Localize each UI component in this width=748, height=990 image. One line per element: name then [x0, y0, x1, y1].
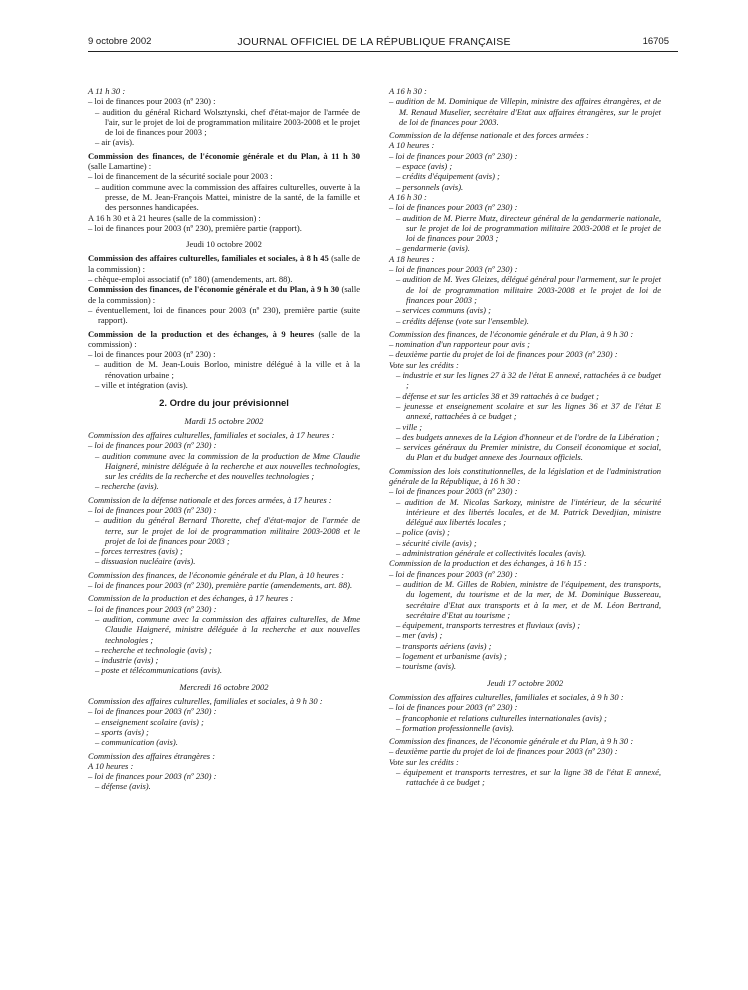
commission-heading: Commission de la production et des échanges, à 9 heures (salle de la commission) :	[88, 328, 360, 349]
list-item: – police (avis) ;	[396, 527, 450, 538]
time-line: A 10 heures :	[88, 760, 134, 771]
list-item: – administration générale et collectivités locales (avis).	[396, 548, 587, 559]
list-item: – logement et urbanisme (avis) ;	[396, 651, 507, 662]
list-item: – chèque-emploi associatif (nº 180) (amendements, art. 88).	[88, 274, 293, 285]
list-item: – loi de finances pour 2003 (nº 230) :	[88, 706, 217, 717]
list-item: – sports (avis) ;	[95, 726, 149, 737]
list-item: – sécurité civile (avis) ;	[396, 537, 477, 548]
day-heading: Mercredi 16 octobre 2002	[179, 681, 269, 692]
commission-heading: Commission des finances, de l'économie générale et du Plan, à 10 heures :	[88, 569, 344, 580]
header-date: 9 octobre 2002	[88, 36, 152, 47]
time-line: A 16 h 30 :	[389, 86, 427, 96]
commission-heading: Commission des lois constitutionnelles, de la législation et de l'administration générale de la République, à 16 h 30 :	[389, 465, 661, 486]
list-item: – poste et télécommunications (avis).	[95, 665, 222, 676]
list-item: – mer (avis) ;	[396, 630, 443, 641]
list-item: – audition de M. Yves Gleizes, délégué général pour l'armement, sur le projet de loi de programmation militaire 2003-2008 et le projet de loi de finances pour 2003 ;	[396, 274, 661, 305]
vote-heading: Vote sur les crédits :	[389, 359, 459, 370]
list-item: – loi de finances pour 2003 (nº 230) :	[88, 349, 216, 360]
commission-heading: Commission des finances, de l'économie générale et du Plan, à 9 h 30 :	[389, 736, 634, 747]
commission-heading: Commission des affaires étrangères :	[88, 750, 216, 761]
list-item: – ville ;	[396, 421, 423, 432]
commission-heading: Commission des affaires culturelles, familiales et sociales, à 17 heures :	[88, 429, 335, 440]
header-rule	[88, 51, 678, 52]
commission-heading: Commission des affaires culturelles, familiales et sociales, à 8 h 45 (salle de la commission) :	[88, 253, 360, 274]
header-page-number: 16705	[642, 36, 669, 47]
list-item: – dissuasion nucléaire (avis).	[95, 556, 196, 567]
list-item: – espace (avis) ;	[396, 161, 453, 172]
list-item: – audition de M. Gilles de Robien, ministre de l'équipement, des transports, du logement, du tourisme et de la mer, de M. Dominique Bussereau, secrétaire d'Etat aux transports et à la mer, et de M. Léon Bertrand, secrétaire d'Etat au tourisme ;	[396, 578, 661, 620]
list-item: – loi de financement de la sécurité sociale pour 2003 :	[88, 171, 273, 182]
list-item: – loi de finances pour 2003 (nº 230) :	[88, 96, 216, 107]
list-item: – audition de M. Dominique de Villepin, ministre des affaires étrangères, et de M. Renaud Muselier, secrétaire d'Etat aux affaires étrangères, sur le projet de loi de finances pour 2003.	[389, 96, 661, 127]
section-heading: 2. Ordre du jour prévisionnel	[159, 398, 289, 410]
commission-heading: Commission des finances, de l'économie générale et du Plan, à 9 h 30 :	[389, 328, 634, 339]
right-column	[389, 86, 661, 788]
list-item: – tourisme (avis).	[396, 661, 457, 672]
list-item: – industrie (avis) ;	[95, 655, 159, 666]
list-item: – équipement et transports terrestres, et sur la ligne 38 de l'état E annexé, rattachée à ce budget ;	[396, 767, 661, 788]
list-item: – loi de finances pour 2003 (nº 230) :	[389, 202, 518, 213]
list-item: – nomination d'un rapporteur pour avis ;	[389, 339, 530, 350]
list-item: – audition de M. Jean-Louis Borloo, ministre délégué à la ville et à la rénovation urbaine ;	[95, 359, 360, 380]
list-item: – audition de M. Nicolas Sarkozy, ministre de l'intérieur, de la sécurité intérieure et des libertés locales, et de M. Patrick Devedjian, ministre délégué aux libertés locales ;	[396, 496, 661, 528]
list-item: – deuxième partie du projet de loi de finances pour 2003 (nº 230) :	[389, 746, 618, 757]
list-item: – transports aériens (avis) ;	[396, 640, 492, 651]
commission-heading: Commission des affaires culturelles, familiales et sociales, à 9 h 30 :	[389, 691, 624, 702]
time-line: A 16 h 30 :	[389, 191, 427, 202]
time-line: A 11 h 30 :	[88, 86, 126, 96]
list-item: – deuxième partie du projet de loi de finances pour 2003 (nº 230) :	[389, 349, 618, 360]
day-heading: Jeudi 10 octobre 2002	[186, 239, 262, 250]
commission-heading: Commission de la production et des échanges, à 17 heures :	[88, 593, 294, 604]
list-item: – des budgets annexes de la Légion d'honneur et de l'ordre de la Libération ;	[396, 431, 660, 442]
list-item: – recherche et technologie (avis) ;	[95, 644, 212, 655]
list-item: – loi de finances pour 2003 (nº 230) :	[88, 603, 217, 614]
list-item: – audition, commune avec la commission des affaires culturelles, de Mme Claudie Haigneré, ministre déléguée à la recherche et aux nouvelles technologies ;	[95, 613, 360, 645]
page-header	[0, 36, 748, 52]
time-line: A 10 heures :	[389, 140, 435, 151]
list-item: – loi de finances pour 2003 (nº 230) :	[389, 568, 518, 579]
list-item: – air (avis).	[95, 137, 135, 148]
list-item: – loi de finances pour 2003 (nº 230) :	[389, 264, 518, 275]
list-item: – loi de finances pour 2003 (nº 230) :	[88, 440, 217, 451]
list-item: – éventuellement, loi de finances pour 2003 (nº 230), première partie (suite rapport).	[88, 304, 360, 326]
day-heading: Jeudi 17 octobre 2002	[486, 677, 564, 688]
list-item: – défense et sur les articles 38 et 39 rattachés à ce budget ;	[396, 390, 599, 401]
list-item: – audition commune avec la commission des affaires culturelles, ouverte à la presse, de M. Jean-François Mattei, ministre de la santé, de la famille et des personnes handicapées.	[95, 181, 360, 213]
commission-heading: Commission des finances, de l'économie générale et du Plan, à 9 h 30 (salle de la commission) :	[88, 284, 360, 305]
list-item: – services généraux du Premier ministre, du Conseil économique et social, du Plan et du budget annexe des Journaux officiels.	[396, 442, 661, 463]
list-item: – personnels (avis).	[396, 181, 464, 192]
commission-heading: Commission de la défense nationale et des forces armées :	[389, 130, 589, 141]
commission-heading: Commission de la production et des échanges, à 16 h 15 :	[389, 558, 587, 569]
commission-heading: Commission de la défense nationale et des forces armées, à 17 heures :	[88, 494, 332, 505]
list-item: – crédits défense (vote sur l'ensemble).	[396, 315, 529, 326]
list-item: – enseignement scolaire (avis) ;	[95, 716, 204, 727]
list-item: – équipement, transports terrestres et fluviaux (avis) ;	[396, 620, 581, 631]
list-item: – ville et intégration (avis).	[95, 380, 188, 391]
list-item: – services communs (avis) ;	[396, 305, 491, 316]
list-item: – audition du général Richard Wolsztynski, chef d'état-major de l'armée de l'air, sur le projet de loi de programmation militaire 2003-2008 et le projet de loi de finances pour 2003 ;	[95, 106, 360, 138]
list-item: – audition commune avec la commission de la production de Mme Claudie Haigneré, ministre déléguée à la recherche et aux nouvelles technologies, sur les crédits de la recherche et des nouvelles technologies ;	[95, 450, 360, 482]
list-item: – audition du général Bernard Thorette, chef d'état-major de l'armée de terre, sur le projet de loi de programmation militaire 2003-2008 et le projet de loi de finances pour 2003 ;	[95, 515, 360, 546]
left-column	[88, 86, 360, 792]
commission-heading: Commission des finances, de l'économie générale et du Plan, à 11 h 30 (salle Lamartine) :	[88, 150, 360, 172]
list-item: – francophonie et relations culturelles internationales (avis) ;	[396, 712, 607, 723]
list-item: – recherche (avis).	[95, 481, 159, 492]
commission-heading: Commission des affaires culturelles, familiales et sociales, à 9 h 30 :	[88, 696, 323, 707]
time-line: A 18 heures :	[389, 253, 435, 264]
time-line: A 16 h 30 et à 21 heures (salle de la commission) :	[88, 212, 261, 223]
list-item: – gendarmerie (avis).	[396, 243, 470, 254]
list-item: – loi de finances pour 2003 (nº 230) :	[88, 771, 217, 782]
list-item: – loi de finances pour 2003 (nº 230), première partie (rapport).	[88, 222, 302, 233]
list-item: – industrie et sur les lignes 27 à 32 de l'état E annexé, rattachées à ce budget ;	[396, 370, 661, 391]
list-item: – communication (avis).	[95, 737, 178, 748]
list-item: – loi de finances pour 2003 (nº 230) :	[389, 702, 518, 713]
list-item: – loi de finances pour 2003 (nº 230), première partie (amendements, art. 88).	[88, 580, 353, 591]
header-title: JOURNAL OFFICIEL DE LA RÉPUBLIQUE FRANÇAISE	[237, 36, 511, 48]
list-item: – forces terrestres (avis) ;	[95, 546, 183, 557]
list-item: – loi de finances pour 2003 (nº 230) :	[389, 486, 518, 497]
list-item: – loi de finances pour 2003 (nº 230) :	[389, 150, 518, 161]
vote-heading: Vote sur les crédits :	[389, 756, 459, 767]
list-item: – audition de M. Pierre Mutz, directeur général de la gendarmerie nationale, sur le projet de loi de programmation militaire 2003-2008 et le projet de loi de finances pour 2003 ;	[396, 212, 661, 244]
list-item: – crédits d'équipement (avis) ;	[396, 171, 500, 182]
list-item: – formation professionnelle (avis).	[396, 722, 514, 733]
list-item: – loi de finances pour 2003 (nº 230) :	[88, 504, 217, 515]
list-item: – défense (avis).	[95, 781, 151, 792]
day-heading: Mardi 15 octobre 2002	[184, 415, 264, 426]
list-item: – jeunesse et enseignement scolaire et sur les lignes 36 et 37 de l'état E annexé, rattachées à ce budget ;	[396, 400, 661, 422]
